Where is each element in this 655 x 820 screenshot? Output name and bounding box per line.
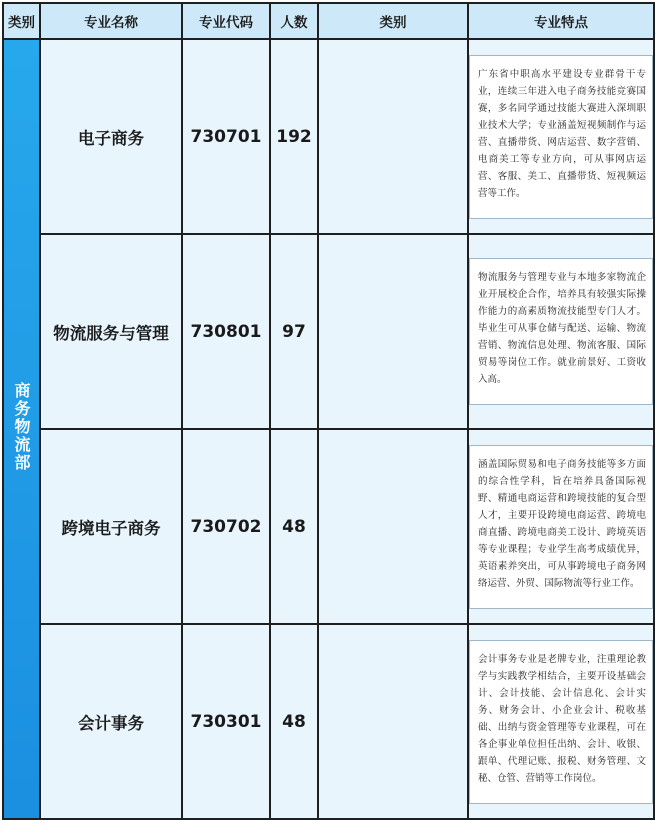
major-features-cell xyxy=(468,234,654,429)
major-count: 48 xyxy=(270,624,318,819)
major-features: 涵盖国际贸易和电子商务技能等多方面的综合性学科，旨在培养具备国际视野、精通电商运营和跨境技能的复合型人才，主要开设跨境电商运营、跨境电商直播、跨境电商美工设计、跨境英语等专业课程；专业学生高考成绩优异，英语素养突出，可从事跨境电子商务网络运营、外贸、国际物流等行业工作。 xyxy=(469,445,653,609)
major-features: 会计事务专业是老牌专业，注重理论教学与实践教学相结合，主要开设基础会计、会计技能、会计信息化、会计实务、财务会计、小企业会计、税收基础、出纳与资金管理等专业课程，可在各企事业单位担任出纳、会计、收银、跟单、代理记账、报税、财务管理、文秘、仓管、营销等工作岗位。 xyxy=(469,640,653,804)
major-count: 192 xyxy=(270,39,318,234)
major-code: 730301 xyxy=(182,624,270,819)
header-name: 专业名称 xyxy=(40,3,182,39)
major-code: 730702 xyxy=(182,429,270,624)
department-cell xyxy=(3,39,40,819)
header-code: 专业代码 xyxy=(182,3,270,39)
department-label: 商务物流部 xyxy=(12,382,31,472)
header-dept: 类别 xyxy=(3,3,40,39)
header-row xyxy=(3,3,654,39)
major-category xyxy=(318,429,468,624)
major-features: 物流服务与管理专业与本地多家物流企业开展校企合作，培养具有较强实际操作能力的高素质物流技能型专门人才。毕业生可从事仓储与配送、运输、物流营销、物流信息处理、物流客服、国际贸易等岗位工作。就业前景好、工资收入高。 xyxy=(469,258,653,405)
header-count: 人数 xyxy=(270,3,318,39)
major-category xyxy=(318,234,468,429)
major-code: 730701 xyxy=(182,39,270,234)
table-row xyxy=(3,429,654,624)
major-name: 会计事务 xyxy=(40,624,182,819)
major-name: 跨境电子商务 xyxy=(40,429,182,624)
major-category xyxy=(318,39,468,234)
major-count: 97 xyxy=(270,234,318,429)
major-features-cell xyxy=(468,429,654,624)
major-features: 广东省中职高水平建设专业群骨干专业，连续三年进入电子商务技能竞赛国赛，多名同学通过技能大赛进入深圳职业技术大学；专业涵盖短视频制作与运营、直播带货、网店运营、数字营销、电商美工等专业方向，可从事网店运营、客服、美工、直播带货、短视频运营等工作。 xyxy=(469,55,653,219)
header-features: 专业特点 xyxy=(468,3,654,39)
table-row xyxy=(3,234,654,429)
table-row xyxy=(3,624,654,819)
major-code: 730801 xyxy=(182,234,270,429)
major-features-cell xyxy=(468,624,654,819)
major-features-cell xyxy=(468,39,654,234)
major-count: 48 xyxy=(270,429,318,624)
table-row xyxy=(3,39,654,234)
major-name: 电子商务 xyxy=(40,39,182,234)
major-category xyxy=(318,624,468,819)
header-category: 类别 xyxy=(318,3,468,39)
majors-table xyxy=(2,2,655,820)
major-name: 物流服务与管理 xyxy=(40,234,182,429)
